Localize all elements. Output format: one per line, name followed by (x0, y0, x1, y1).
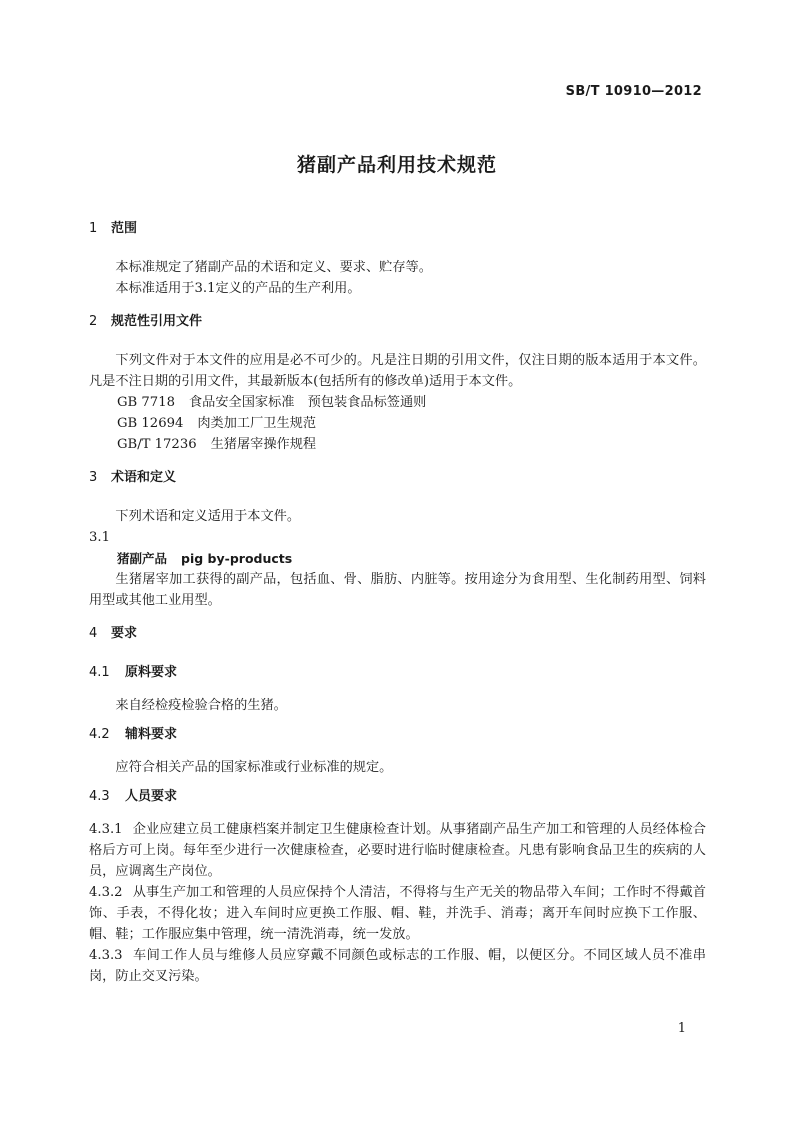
paragraph: 来自经检疫检验合格的生猪。 (115, 698, 287, 713)
reference-code: GB 12694 (117, 416, 184, 431)
section-3-heading (89, 467, 706, 488)
subsection-4-1-heading (89, 662, 706, 683)
clause-number: 4.3.2 (89, 885, 123, 900)
clause-number: 4.3.3 (89, 948, 123, 963)
section-title: 原料要求 (125, 665, 178, 680)
clause-4-3-2 (89, 882, 706, 945)
section-number: 4.2 (89, 727, 110, 742)
subsection-4-3-heading (89, 786, 706, 807)
term-number: 3.1 (89, 530, 110, 545)
clause-text: 企业应建立员工健康档案并制定卫生健康检查计划。从事猪副产品生产加工和管理的人员经体检合格后方可上岗。每年至少进行一次健康检查，必要时进行临时健康检查。凡患有影响食品卫生的疾病的人员，应调离生产岗位。 (89, 822, 706, 879)
term-definition: 生猪屠宰加工获得的副产品，包括血、骨、脂肪、内脏等。按用途分为食用型、生化制药用型、饲料用型或其他工业用型。 (89, 572, 706, 608)
standard-code: SB/T 10910—2012 (565, 84, 702, 99)
clause-text: 从事生产加工和管理的人员应保持个人清洁，不得将与生产无关的物品带入车间；工作时不得戴首饰、手表，不得化妆；进入车间时应更换工作服、帽、鞋，并洗手、消毒；离开车间时应换下工作服、帽、鞋；工作服应集中管理，统一清洗消毒，统一发放。 (89, 885, 706, 942)
clause-4-3-3 (89, 945, 706, 987)
reference-code: GB/T 17236 (117, 437, 197, 452)
term-chinese: 猪副产品 (117, 551, 168, 566)
section-title: 术语和定义 (111, 470, 177, 485)
paragraph: 应符合相关产品的国家标准或行业标准的规定。 (115, 760, 393, 775)
document-body (89, 218, 706, 987)
document-title: 猪副产品利用技术规范 (296, 154, 497, 176)
section-2-heading (89, 311, 706, 332)
section-title: 辅料要求 (125, 727, 178, 742)
reference-title: 生猪屠宰操作规程 (210, 437, 317, 452)
clause-number: 4.3.1 (89, 822, 123, 837)
paragraph: 下列文件对于本文件的应用是必不可少的。凡是注日期的引用文件，仅注日期的版本适用于本文件。凡是不注日期的引用文件，其最新版本(包括所有的修改单)适用于本文件。 (89, 353, 706, 389)
section-1-heading (89, 218, 706, 239)
reference-title: 食品安全国家标准 预包装食品标签通则 (188, 395, 427, 410)
section-number: 4.1 (89, 665, 110, 680)
section-number: 3 (89, 470, 98, 485)
page-number: 1 (677, 1021, 686, 1036)
section-title: 要求 (111, 626, 138, 641)
clause-text: 车间工作人员与维修人员应穿戴不同颜色或标志的工作服、帽，以便区分。不同区域人员不准串岗，防止交叉污染。 (89, 948, 706, 984)
section-title: 规范性引用文件 (111, 314, 203, 329)
section-number: 4.3 (89, 789, 110, 804)
reference-item (117, 434, 706, 455)
paragraph: 本标准规定了猪副产品的术语和定义、要求、贮存等。 (115, 260, 432, 275)
section-title: 范围 (111, 221, 138, 236)
paragraph: 下列术语和定义适用于本文件。 (115, 509, 301, 524)
reference-item (117, 392, 706, 413)
section-4-heading (89, 623, 706, 644)
paragraph: 本标准适用于3.1定义的产品的生产利用。 (115, 281, 361, 296)
section-number: 1 (89, 221, 98, 236)
term-english: pig by-products (181, 551, 293, 566)
reference-item (117, 413, 706, 434)
subsection-4-2-heading (89, 724, 706, 745)
section-number: 2 (89, 314, 98, 329)
section-title: 人员要求 (125, 789, 178, 804)
reference-title: 肉类加工厂卫生规范 (197, 416, 317, 431)
section-number: 4 (89, 626, 98, 641)
term-entry (117, 548, 706, 569)
reference-code: GB 7718 (117, 395, 175, 410)
clause-4-3-1 (89, 819, 706, 882)
